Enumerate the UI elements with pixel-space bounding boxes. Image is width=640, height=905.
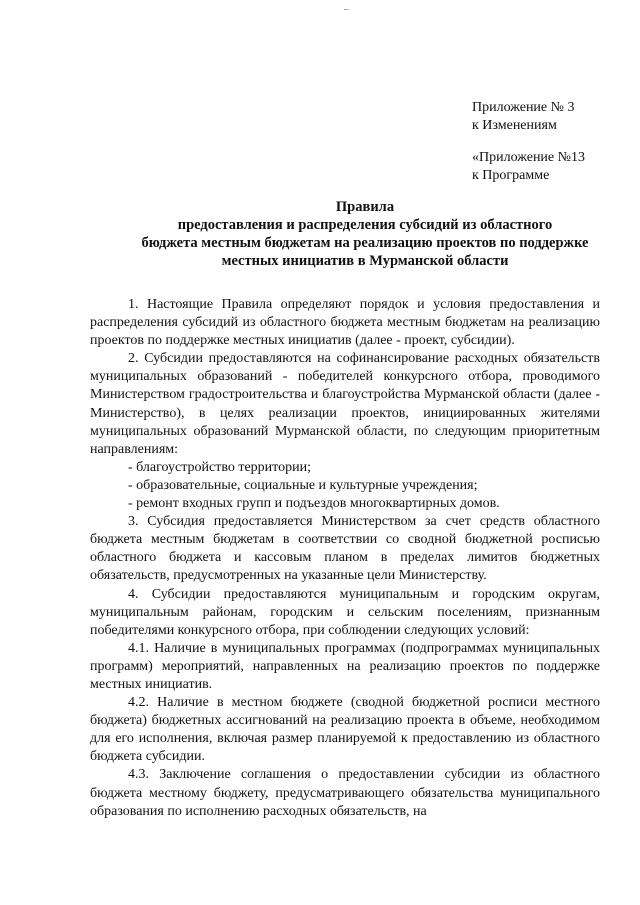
list-item: - ремонт входных групп и подъездов многоквартирных домов.: [128, 496, 500, 512]
paragraph: 2. Субсидии предоставляются на софинансирование расходных обязательств муниципальных образований - победителей конкурсного отбора, проводимого Министерством градостроительства и благоустройства Мурманской области (далее - Министерство), в целях реализации проектов, инициированных жителями муниципальных образований Мурманской области, по следующим приоритетным направлениям:: [90, 351, 600, 457]
program-annex-block: [472, 149, 585, 185]
document-title: [90, 198, 640, 270]
paragraph: 4.2. Наличие в местном бюджете (сводной бюджетной росписи местного бюджета) бюджетных ассигнований на реализацию проекта в объеме, необходимом для его исполнения, включая размер планируемой к предоставлению из областного бюджета субсидии.: [90, 695, 600, 765]
annex-target-line: к Изменениям: [472, 118, 557, 133]
paragraph: 4.3. Заключение соглашения о предоставлении субсидии из областного бюджета местному бюджету, предусматривающего обязательства муниципального образования по исполнению расходных обязательств, на: [90, 767, 600, 819]
annex-reference-block: [472, 99, 575, 135]
paragraph: 4.1. Наличие в муниципальных программах (подпрограммах муниципальных программ) мероприятий, направленных на реализацию проектов по поддержке местных инициатив.: [90, 640, 600, 692]
program-annex-target-line: к Программе: [472, 168, 550, 183]
list-item: - благоустройство территории;: [128, 459, 311, 475]
title-line: Правила: [335, 199, 395, 215]
annex-number-line: Приложение № 3: [472, 100, 575, 115]
header-mark: –: [344, 4, 349, 14]
paragraph: 1. Настоящие Правила определяют порядок и условия предоставления и распределения субсидий из областного бюджета местным бюджетам на реализацию проектов по поддержке местных инициатив (далее - проект, субсидии).: [90, 297, 600, 349]
title-line: бюджета местным бюджетам на реализацию проектов по поддержке: [141, 235, 589, 251]
document-body: [90, 296, 600, 821]
list-item: - образовательные, социальные и культурные учреждения;: [128, 477, 478, 493]
title-line: предоставления и распределения субсидий из областного: [177, 217, 553, 233]
paragraph: 4. Субсидии предоставляются муниципальным и городским округам, муниципальным районам, городским и сельским поселениям, признанным победителями конкурсного отбора, при соблюдении следующих условий:: [90, 586, 600, 638]
title-line: местных инициатив в Мурманской области: [221, 253, 509, 269]
program-annex-number-line: «Приложение №13: [472, 150, 585, 165]
paragraph: 3. Субсидия предоставляется Министерством за счет средств областного бюджета местным бюджетам в соответствии со сводной бюджетной росписью областного бюджета и кассовым планом в пределах лимитов бюджетных обязательств, предусмотренных на указанные цели Министерству.: [90, 514, 600, 584]
